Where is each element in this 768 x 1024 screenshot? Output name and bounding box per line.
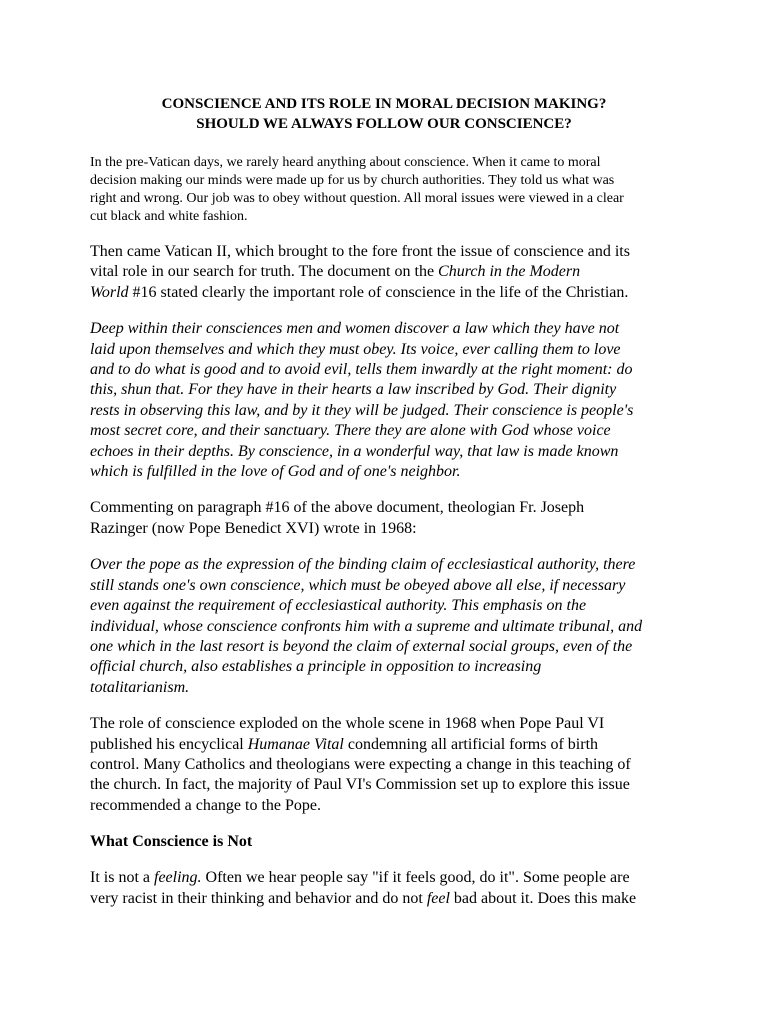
intro-line: decision making our minds were made up for us by church authorities. They told us what was bbox=[90, 173, 615, 188]
quote-line: this, shun that. For they have in their hearts a law inscribed by God. Their dignity bbox=[90, 381, 617, 399]
role-line: the church. In fact, the majority of Paul VI's Commission set up to explore this issue bbox=[90, 776, 630, 794]
document-title-italic: Church in the Modern bbox=[438, 263, 581, 281]
role-text: published his encyclical bbox=[90, 735, 248, 753]
emphasis-italic: feel bbox=[426, 889, 450, 907]
vatican-line bbox=[90, 283, 768, 303]
not-feeling-line bbox=[90, 868, 768, 888]
intro-line: In the pre-Vatican days, we rarely heard anything about conscience. When it came to moral bbox=[90, 155, 601, 170]
not-feeling-line bbox=[90, 889, 768, 909]
commenting-paragraph bbox=[90, 498, 768, 539]
intro-paragraph bbox=[90, 154, 768, 226]
vatican-text: #16 stated clearly the important role of conscience in the life of the Christian. bbox=[128, 283, 629, 301]
vatican-text: vital role in our search for truth. The document on the bbox=[90, 263, 439, 281]
quote-line: even against the requirement of ecclesiastical authority. This emphasis on the bbox=[90, 597, 587, 615]
quote-line: individual, whose conscience confronts him with a supreme and ultimate tribunal, and bbox=[90, 617, 643, 635]
body-text: It is not a bbox=[90, 869, 154, 887]
role-line: recommended a change to the Pope. bbox=[90, 796, 322, 814]
role-line: The role of conscience exploded on the whole scene in 1968 when Pope Paul VI bbox=[90, 715, 605, 733]
quote-gaudium-et-spes bbox=[90, 319, 768, 482]
not-feeling-paragraph bbox=[90, 868, 768, 909]
vatican-line bbox=[90, 262, 768, 282]
commenting-line: Commenting on paragraph #16 of the above document, theologian Fr. Joseph bbox=[90, 499, 585, 517]
quote-line: echoes in their depths. By conscience, in a wonderful way, that law is made known bbox=[90, 442, 619, 460]
title-line-2: SHOULD WE ALWAYS FOLLOW OUR CONSCIENCE? bbox=[196, 116, 572, 132]
quote-line: most secret core, and their sanctuary. There they are alone with God whose voice bbox=[90, 422, 611, 440]
body-text: Often we hear people say "if it feels good, do it". Some people are bbox=[201, 869, 630, 887]
quote-line: official church, also establishes a principle in opposition to increasing bbox=[90, 658, 542, 676]
role-paragraph bbox=[90, 714, 768, 816]
quote-line: which is fulfilled in the love of God and of one's neighbor. bbox=[90, 463, 461, 481]
intro-line: right and wrong. Our job was to obey without question. All moral issues were viewed in a clear bbox=[90, 191, 624, 206]
intro-line: cut black and white fashion. bbox=[90, 209, 248, 224]
quote-line: Over the pope as the expression of the binding claim of ecclesiastical authority, there bbox=[90, 556, 636, 574]
document-title-italic: World bbox=[90, 283, 129, 301]
body-text: bad about it. Does this make bbox=[449, 889, 637, 907]
body-text: very racist in their thinking and behavior and do not bbox=[90, 889, 427, 907]
quote-line: and to do what is good and to avoid evil, tells them inwardly at the right moment: do bbox=[90, 361, 633, 379]
section-heading: What Conscience is Not bbox=[90, 833, 253, 851]
quote-line: Deep within their consciences men and women discover a law which they have not bbox=[90, 320, 620, 338]
quote-line: still stands one's own conscience, which must be obeyed above all else, if necessary bbox=[90, 576, 626, 594]
vatican-line: Then came Vatican II, which brought to the fore front the issue of conscience and its bbox=[90, 243, 630, 260]
role-line: control. Many Catholics and theologians were expecting a change in this teaching of bbox=[90, 755, 631, 773]
commenting-line: Razinger (now Pope Benedict XVI) wrote in 1968: bbox=[90, 519, 417, 537]
role-line bbox=[90, 735, 768, 755]
emphasis-italic: feeling. bbox=[154, 869, 202, 887]
quote-line: rests in observing this law, and by it they will be judged. Their conscience is people's bbox=[90, 401, 634, 419]
encyclical-title-italic: Humanae Vital bbox=[247, 735, 344, 753]
quote-ratzinger bbox=[90, 555, 768, 698]
quote-line: laid upon themselves and which they must obey. Its voice, ever calling them to love bbox=[90, 340, 621, 358]
quote-line: one which in the last resort is beyond the claim of external social groups, even of the bbox=[90, 637, 633, 655]
document-title bbox=[90, 0, 678, 134]
role-text: condemning all artificial forms of birth bbox=[343, 735, 599, 753]
quote-line: totalitarianism. bbox=[90, 678, 190, 696]
title-line-1: CONSCIENCE AND ITS ROLE IN MORAL DECISION MAKING? bbox=[161, 96, 607, 112]
vatican-paragraph bbox=[90, 242, 768, 303]
